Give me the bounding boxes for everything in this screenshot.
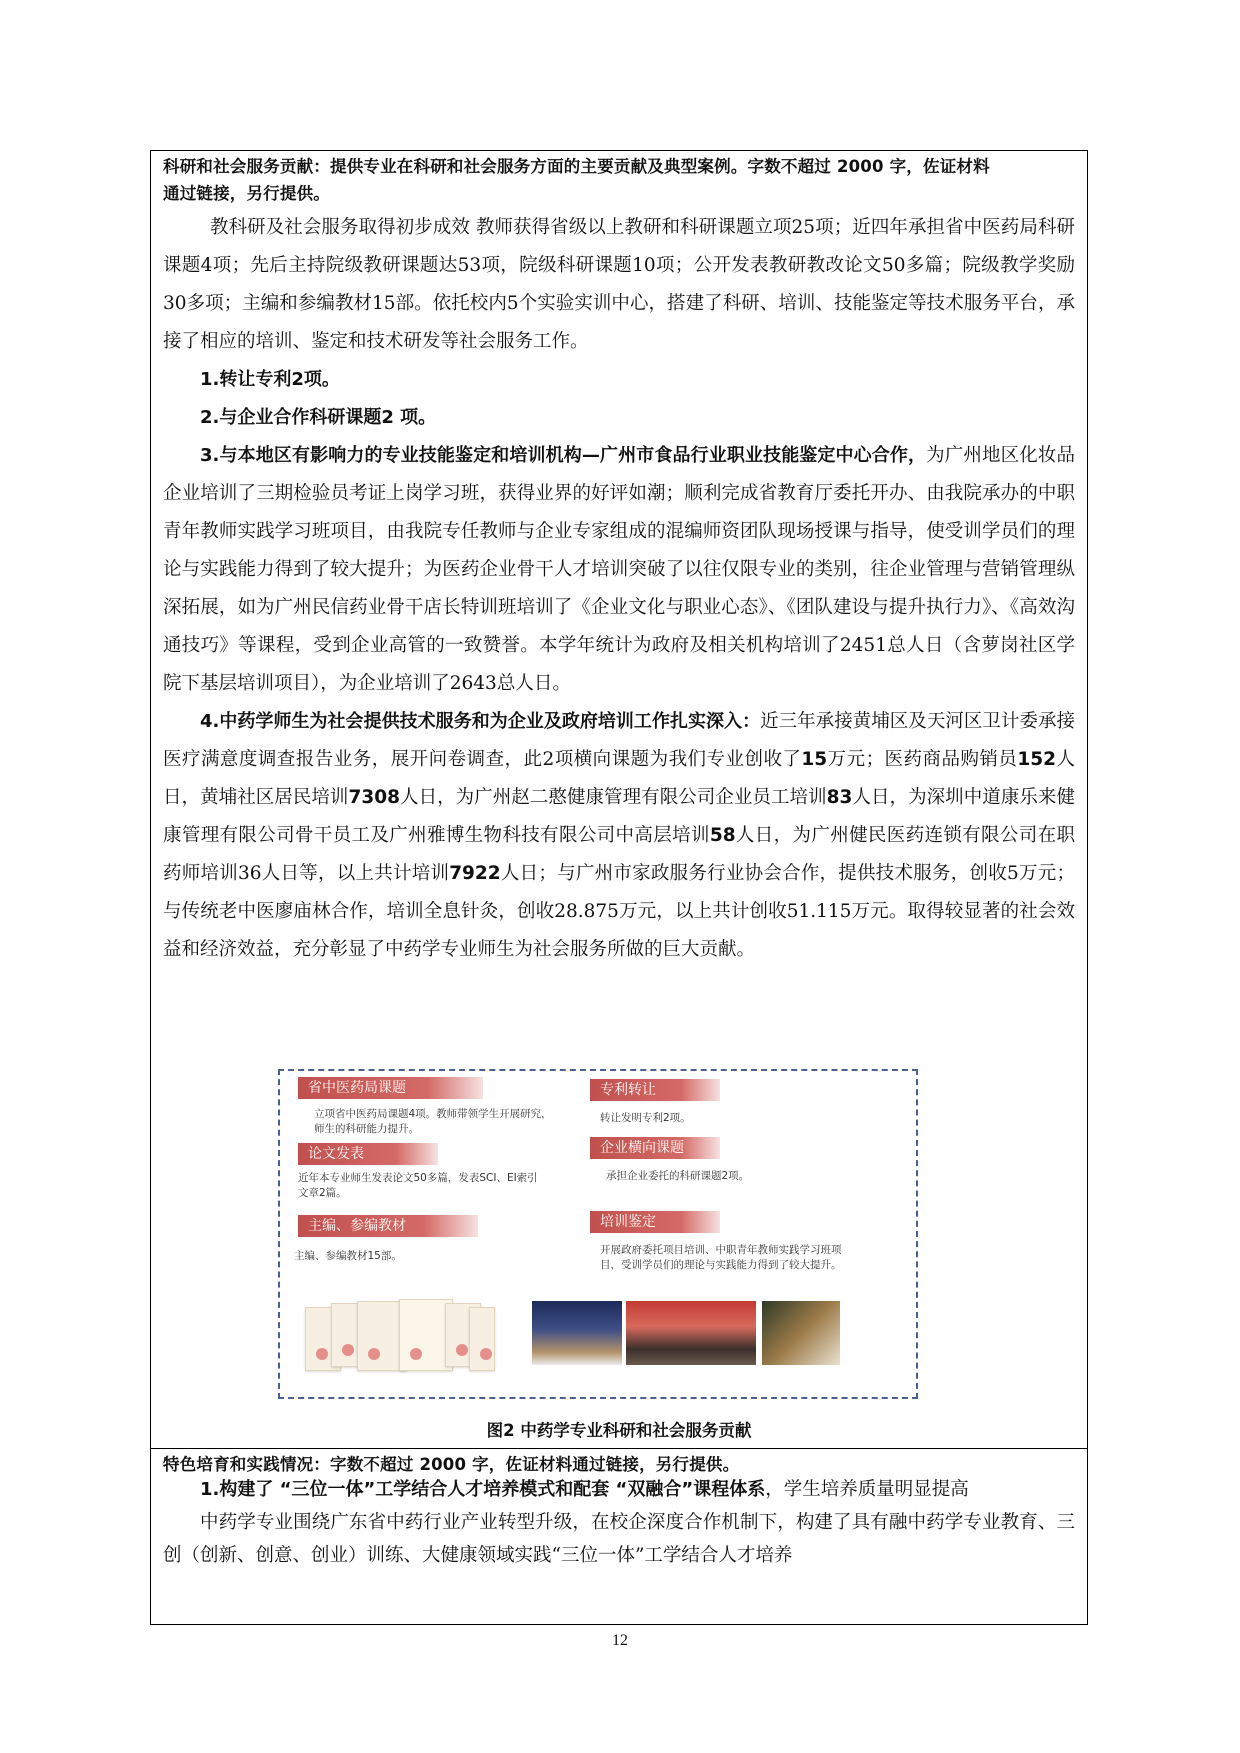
social-text-e: 人日，为深圳中道康乐来健康管理有限公司骨干员工及广州雅博生物科技有限公司中高层培训 (163, 787, 1075, 846)
figure-tag-textbooks: 主编、参编教材 (298, 1215, 478, 1237)
figure-tag-papers: 论文发表 (298, 1143, 438, 1165)
item-enterprise-text: 2.与企业合作科研课题2 项。 (200, 407, 437, 428)
section-divider (151, 1448, 1087, 1449)
figure-desc-papers: 近年本专业师生发表论文50多篇，发表SCI、EI索引文章2篇。 (298, 1172, 538, 1199)
figure-tag-enterprise: 企业横向课题 (590, 1137, 720, 1159)
social-num-6: 7922 (449, 863, 501, 884)
feature-subheading (163, 1473, 1075, 1506)
item-social-service (163, 703, 1075, 969)
certificate-image (469, 1307, 495, 1371)
figure-desc-training: 开展政府委托项目培训、中职青年教师实践学习班项目，受训学员们的理论与实践能力得到了较大提升。 (600, 1244, 842, 1271)
social-num-5: 58 (709, 825, 736, 846)
intro-paragraph: 教科研及社会服务取得初步成效 教师获得省级以上教研和科研课题立项25项；近四年承担省中医药局科研课题4项；先后主持院级教研课题达53项，院级科研课题10项；公开发表教研教改论文50多篇；院级教学奖励30多项；主编和参编教材15部。依托校内5个实验实训中心，搭建了科研、培训、技能鉴定等技术服务平台，承接了相应的培训、鉴定和技术研发等社会服务工作。 (163, 217, 1075, 352)
social-num-2: 152 (1017, 749, 1056, 770)
item-patent (163, 361, 1075, 399)
social-text-c: 人日，黄埔社区居民培训 (163, 749, 1075, 808)
research-body (163, 209, 1075, 969)
item-social-head: 4.中药学师生为社会提供技术服务和为企业及政府培训工作扎实深入： (200, 711, 761, 732)
social-num-3: 7308 (348, 787, 400, 808)
social-text-g: 人日；与广州市家政服务行业协会合作，提供技术服务，创收5万元；与传统老中医廖庙林合作，培训全息针灸，创收28.875万元，以上共计创收51.115万元。取得较显著的社会效益和经济效益，充分彰显了中药学专业师生为社会服务所做的巨大贡献。 (163, 863, 1075, 960)
feature-paragraph: 中药学专业围绕广东省中药行业产业转型升级，在校企深度合作机制下，构建了具有融中药学专业教育、三创（创新、创意、创业）训练、大健康领域实践“三位一体”工学结合人才培养 (163, 1512, 1075, 1566)
figure-desc-textbooks: 主编、参编教材15部。 (294, 1250, 402, 1262)
certificate-images (305, 1299, 495, 1371)
item-training-body: 为广州地区化妆品企业培训了三期检验员考证上岗学习班，获得业界的好评如潮；顺利完成省教育厅委托开办、由我院承办的中职青年教师实践学习班项目，由我院专任教师与企业专家组成的混编师资团队现场授课与指导，使受训学员们的理论与实践能力得到了较大提升；为医药企业骨干人才培训突破了以往仅限专业的类别，往企业管理与营销管理纵深拓展，如为广州民信药业骨干店长特训班培训了《企业文化与职业心态》、《团队建设与提升执行力》、《高效沟通技巧》等课程，受到企业高管的一致赞誉。本学年统计为政府及相关机构培训了2451总人日（含萝岗社区学院下基层培训项目），为企业培训了2643总人日。 (163, 445, 1075, 694)
figure-tag-provincial: 省中医药局课题 (298, 1077, 483, 1099)
item-training-head: 3.与本地区有影响力的专业技能鉴定和培训机构—广州市食品行业职业技能鉴定中心合作， (200, 445, 927, 466)
event-photo-ceremony (626, 1301, 756, 1365)
event-photo-training (762, 1301, 840, 1365)
social-text-b: 万元；医药商品购销员 (827, 749, 1018, 770)
feature-body (163, 1473, 1075, 1572)
feature-subheading-tail: ，学生培养质量明显提高 (765, 1479, 969, 1500)
social-num-4: 83 (826, 787, 853, 808)
figure-desc-enterprise: 承担企业委托的科研课题2项。 (606, 1170, 750, 1182)
event-photo-stage (532, 1301, 622, 1365)
item-enterprise (163, 399, 1075, 437)
social-text-d: 人日，为广州赵二憨健康管理有限公司企业员工培训 (399, 787, 827, 808)
item-patent-text: 1.转让专利2项。 (200, 369, 340, 390)
social-text-f: 人日，为广州健民医药连锁有限公司在职药师培训36人日等，以上共计培训 (163, 825, 1075, 884)
section-header-research (163, 153, 1077, 207)
figure-tag-training: 培训鉴定 (590, 1211, 720, 1233)
figure-tag-patent: 专利转让 (590, 1079, 720, 1101)
section-header-feature: 特色培育和实践情况：字数不超过 2000 字，佐证材料通过链接，另行提供。 (163, 1455, 740, 1474)
feature-subheading-bold: 1.构建了 “三位一体”工学结合人才培养模式和配套 “双融合”课程体系 (200, 1479, 766, 1500)
content-frame (150, 150, 1088, 1625)
page-number: 12 (612, 1632, 628, 1649)
figure-desc-provincial: 立项省中医药局课题4项。教师带领学生开展研究，师生的科研能力提升。 (314, 1108, 552, 1135)
contribution-figure (278, 1069, 918, 1399)
item-training (163, 437, 1075, 703)
social-text-a: 近三年承接黄埔区及天河区卫计委承接医疗满意度调查报告业务，展开问卷调查，此2项横向课题为我们专业创收了 (163, 711, 1075, 770)
social-num-1: 15 (801, 749, 828, 770)
header-line-1: 科研和社会服务贡献：提供专业在科研和社会服务方面的主要贡献及典型案例。字数不超过 2000 字，佐证材料 (163, 157, 990, 176)
header-line-2: 通过链接，另行提供。 (163, 184, 330, 203)
figure-caption: 图2 中药学专业科研和社会服务贡献 (486, 1421, 752, 1440)
figure-desc-patent: 转让发明专利2项。 (600, 1112, 691, 1124)
